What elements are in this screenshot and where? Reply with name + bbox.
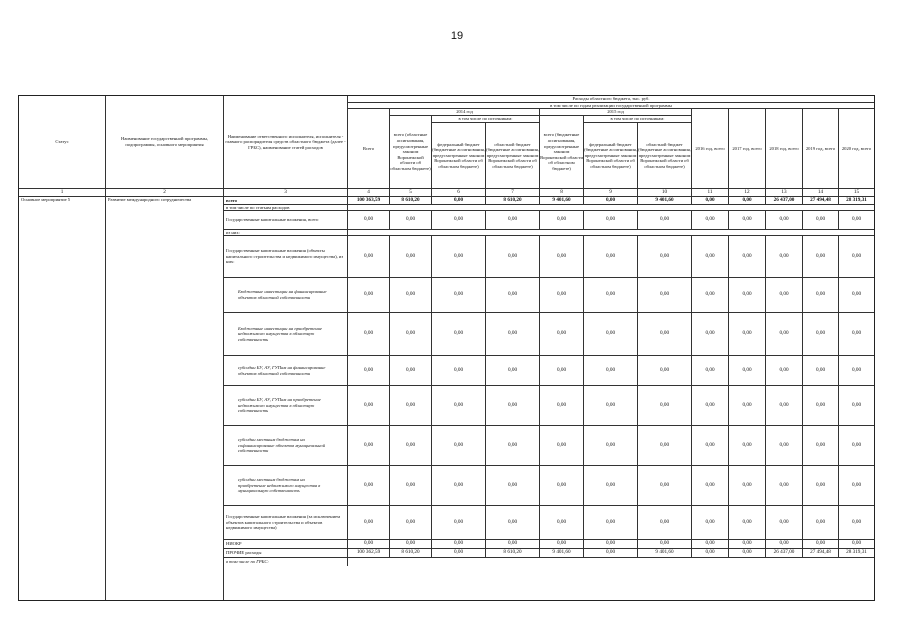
value-cell: 0,00	[838, 385, 874, 425]
value-cell: 0,00	[838, 277, 874, 312]
value-cell: 8 610,20	[485, 548, 539, 557]
value-cell: 0,00	[728, 312, 765, 355]
header-total-2015: всего (бюджетные ассигнования, предусмотренные законом Воронежской области об областном бюджете)	[539, 115, 583, 188]
value-cell: 0,00	[728, 505, 765, 539]
value-cell: 0,00	[539, 505, 583, 539]
value-cell: 0,00	[728, 235, 765, 277]
value-cell: 0,00	[728, 355, 765, 385]
value-cell: 0,00	[802, 385, 838, 425]
column-number: 9	[583, 188, 637, 196]
program-cell: Развитие международного сотрудничества	[105, 196, 223, 204]
header-federal-2014: федеральный бюджет (бюджетные ассигнования, предусмотренные законом Воронежской области об областном бюджете)	[431, 122, 485, 188]
value-cell: 0,00	[637, 465, 691, 505]
row-label: в том числе по статьям расходов	[223, 204, 347, 210]
value-cell: 0,00	[691, 539, 728, 548]
header-program-name: Наименование государственной программы, подпрограммы, основного мероприятия	[105, 96, 223, 188]
header-regional-2015: областной бюджет (бюджетные ассигнования, предусмотренные законом Воронежской области об областном бюджете)	[637, 122, 691, 188]
value-cell: 28 319,31	[838, 548, 874, 557]
row-label: субсидии БУ, АУ, ГУПам на финансирование объектов областной собственности	[223, 355, 347, 385]
header-by-years: в том числе по годам реализации государственной программы	[347, 102, 874, 108]
value-cell: 0,00	[539, 539, 583, 548]
value-cell: 0,00	[765, 425, 802, 465]
value-cell: 0,00	[539, 277, 583, 312]
column-number: 6	[431, 188, 485, 196]
value-cell: 0,00	[389, 235, 431, 277]
value-cell: 0,00	[802, 425, 838, 465]
value-cell: 0,00	[431, 505, 485, 539]
value-cell: 0,00	[728, 548, 765, 557]
value-cell: 0,00	[637, 505, 691, 539]
value-cell: 0,00	[728, 425, 765, 465]
row-label: Государственные капитальные вложения (за исключением объектов капитального строительства и объектов недвижимого имущества)	[223, 505, 347, 539]
value-cell: 0,00	[838, 505, 874, 539]
expenses-table	[18, 95, 875, 601]
row-empty-span	[347, 557, 874, 566]
value-cell: 0,00	[389, 465, 431, 505]
value-cell: 0,00	[431, 539, 485, 548]
value-cell: 0,00	[637, 210, 691, 229]
column-number: 13	[765, 188, 802, 196]
value-cell: 0,00	[838, 539, 874, 548]
value-cell: 0,00	[802, 465, 838, 505]
header-by-sources-2015: в том числе по источникам:	[583, 115, 691, 122]
header-2019: 2019 год, всего	[802, 108, 838, 188]
value-cell: 0,00	[691, 235, 728, 277]
header-status: Статус	[55, 139, 69, 145]
value-cell: 0,00	[802, 539, 838, 548]
value-cell: 0,00	[691, 548, 728, 557]
value-cell: 0,00	[347, 210, 389, 229]
row-label: Государственные капитальные вложения (объекты капитального строительства и недвижимого имущества), из них:	[223, 235, 347, 277]
header-executor: Наименование ответственного исполнителя, исполнителя - главного распорядителя средств областного бюджета (далее - ГРБС), наименование статей расходов	[223, 96, 347, 188]
header-federal-2015: федеральный бюджет (бюджетные ассигнования, предусмотренные законом Воронежской области об областном бюджете)	[583, 122, 637, 188]
value-cell: 9 401,60	[539, 548, 583, 557]
value-cell: 0,00	[765, 210, 802, 229]
page-number: 19	[450, 30, 464, 42]
value-cell: 0,00	[583, 312, 637, 355]
value-cell: 0,00	[691, 385, 728, 425]
value-cell: 0,00	[485, 425, 539, 465]
value-cell: 0,00	[728, 385, 765, 425]
value-cell: 0,00	[389, 312, 431, 355]
value-cell: 0,00	[765, 539, 802, 548]
value-cell: 0,00	[431, 355, 485, 385]
value-cell: 0,00	[637, 539, 691, 548]
value-cell: 0,00	[389, 539, 431, 548]
value-cell: 0,00	[838, 355, 874, 385]
value-cell: 0,00	[485, 505, 539, 539]
value-cell: 0,00	[583, 548, 637, 557]
value-cell: 0,00	[389, 425, 431, 465]
value-cell: 0,00	[765, 505, 802, 539]
value-cell: 0,00	[637, 425, 691, 465]
value-cell: 0,00	[691, 465, 728, 505]
row-label: Бюджетные инвестиции на финансирование объектов областной собственности	[223, 277, 347, 312]
value-cell: 0,00	[539, 425, 583, 465]
value-cell: 0,00	[728, 196, 765, 204]
value-cell: 27 494,48	[802, 548, 838, 557]
value-cell: 27 494,48	[802, 196, 838, 204]
value-cell: 0,00	[485, 210, 539, 229]
value-cell: 0,00	[431, 548, 485, 557]
value-cell: 0,00	[691, 210, 728, 229]
value-cell: 0,00	[637, 235, 691, 277]
row-label: ПРОЧИЕ расходы	[223, 548, 347, 557]
column-number: 1	[19, 188, 105, 196]
value-cell: 0,00	[637, 355, 691, 385]
value-cell: 0,00	[637, 312, 691, 355]
value-cell: 0,00	[802, 312, 838, 355]
value-cell: 8 610,20	[485, 196, 539, 204]
header-by-sources: в том числе по источникам:	[431, 115, 539, 122]
value-cell: 26 437,00	[765, 548, 802, 557]
value-cell: 0,00	[583, 539, 637, 548]
value-cell: 0,00	[838, 312, 874, 355]
value-cell: 0,00	[691, 277, 728, 312]
value-cell: 0,00	[347, 235, 389, 277]
row-label: всего	[223, 196, 347, 204]
value-cell: 0,00	[539, 312, 583, 355]
value-cell: 0,00	[583, 465, 637, 505]
row-label: Государственные капитальные вложения, всего	[223, 210, 347, 229]
value-cell: 0,00	[583, 235, 637, 277]
row-label: Бюджетные инвестиции на приобретение недвижимого имущества в областную собственность	[223, 312, 347, 355]
value-cell: 9 401,60	[637, 548, 691, 557]
header-2016: 2016 год, всего	[691, 108, 728, 188]
header-total: Всего	[347, 108, 389, 188]
value-cell: 0,00	[838, 210, 874, 229]
value-cell: 0,00	[691, 196, 728, 204]
row-label: субсидии местным бюджетам на приобретение недвижимого имущества в муниципальную собственность	[223, 465, 347, 505]
value-cell: 0,00	[691, 355, 728, 385]
value-cell: 8 610,20	[389, 548, 431, 557]
row-label: из них:	[223, 229, 347, 235]
value-cell: 0,00	[347, 385, 389, 425]
column-number: 8	[539, 188, 583, 196]
header-2020: 2020 год, всего	[838, 108, 874, 188]
value-cell: 0,00	[765, 355, 802, 385]
value-cell: 0,00	[347, 355, 389, 385]
value-cell: 0,00	[539, 465, 583, 505]
column-number: 7	[485, 188, 539, 196]
column-number: 10	[637, 188, 691, 196]
value-cell: 0,00	[485, 385, 539, 425]
value-cell: 28 319,31	[838, 196, 874, 204]
value-cell: 0,00	[485, 235, 539, 277]
value-cell: 0,00	[728, 539, 765, 548]
row-label: НИОКР	[223, 539, 347, 548]
value-cell: 0,00	[583, 196, 637, 204]
body-divider-left	[105, 204, 106, 600]
value-cell: 0,00	[485, 465, 539, 505]
value-cell: 0,00	[389, 385, 431, 425]
value-cell: 0,00	[802, 277, 838, 312]
value-cell: 0,00	[637, 277, 691, 312]
value-cell: 0,00	[583, 385, 637, 425]
value-cell: 0,00	[485, 277, 539, 312]
column-number: 15	[838, 188, 874, 196]
value-cell: 0,00	[728, 277, 765, 312]
value-cell: 0,00	[583, 355, 637, 385]
header-year-2015: 2015 год	[539, 108, 691, 115]
value-cell: 0,00	[691, 425, 728, 465]
header-2018: 2018 год, всего	[765, 108, 802, 188]
value-cell: 0,00	[583, 505, 637, 539]
value-cell: 0,00	[389, 277, 431, 312]
value-cell: 9 401,60	[637, 196, 691, 204]
header-total-2014: всего (областные ассигнования, предусмотренные законом Воронежской области об областном бюджете)	[389, 115, 431, 188]
value-cell: 0,00	[539, 210, 583, 229]
value-cell: 26 437,00	[765, 196, 802, 204]
value-cell: 0,00	[728, 210, 765, 229]
value-cell: 0,00	[539, 235, 583, 277]
value-cell: 0,00	[389, 505, 431, 539]
value-cell: 0,00	[765, 312, 802, 355]
value-cell: 0,00	[431, 465, 485, 505]
row-label: субсидии БУ, АУ, ГУПам на приобретение недвижимого имущества в областную собственность	[223, 385, 347, 425]
value-cell: 0,00	[485, 539, 539, 548]
value-cell: 0,00	[431, 425, 485, 465]
value-cell: 0,00	[431, 277, 485, 312]
column-number: 2	[105, 188, 223, 196]
value-cell: 0,00	[583, 210, 637, 229]
value-cell: 0,00	[765, 465, 802, 505]
value-cell: 100 363,59	[347, 196, 389, 204]
column-number: 4	[347, 188, 389, 196]
column-number: 11	[691, 188, 728, 196]
value-cell: 0,00	[838, 235, 874, 277]
value-cell: 0,00	[485, 312, 539, 355]
value-cell: 0,00	[347, 465, 389, 505]
value-cell: 0,00	[347, 539, 389, 548]
value-cell: 9 401,60	[539, 196, 583, 204]
value-cell: 0,00	[802, 210, 838, 229]
value-cell: 0,00	[389, 355, 431, 385]
header-regional-2014: областной бюджет (бюджетные ассигнования, предусмотренные законом Воронежской области об областном бюджете)	[485, 122, 539, 188]
value-cell: 0,00	[691, 312, 728, 355]
column-number: 3	[223, 188, 347, 196]
value-cell: 0,00	[838, 465, 874, 505]
value-cell: 0,00	[431, 196, 485, 204]
value-cell: 0,00	[637, 385, 691, 425]
value-cell: 0,00	[431, 385, 485, 425]
value-cell: 0,00	[802, 505, 838, 539]
header-expenses-title: Расходы областного бюджета, тыс. руб.	[347, 96, 874, 102]
value-cell: 0,00	[583, 277, 637, 312]
value-cell: 0,00	[347, 505, 389, 539]
value-cell: 0,00	[691, 505, 728, 539]
column-number: 12	[728, 188, 765, 196]
value-cell: 0,00	[728, 465, 765, 505]
value-cell: 0,00	[347, 312, 389, 355]
value-cell: 8 610,20	[389, 196, 431, 204]
value-cell: 0,00	[838, 425, 874, 465]
value-cell: 100 362,59	[347, 548, 389, 557]
value-cell: 0,00	[431, 312, 485, 355]
column-number: 5	[389, 188, 431, 196]
row-label: субсидии местным бюджетам на софинансирование объектов муниципальной собственности	[223, 425, 347, 465]
header-year-2014: 2014 год	[389, 108, 539, 115]
value-cell: 0,00	[539, 355, 583, 385]
value-cell: 0,00	[347, 277, 389, 312]
value-cell: 0,00	[765, 235, 802, 277]
value-cell: 0,00	[389, 210, 431, 229]
column-number: 14	[802, 188, 838, 196]
value-cell: 0,00	[347, 425, 389, 465]
value-cell: 0,00	[431, 235, 485, 277]
header-2017: 2017 год, всего	[728, 108, 765, 188]
value-cell: 0,00	[802, 355, 838, 385]
value-cell: 0,00	[583, 425, 637, 465]
value-cell: 0,00	[765, 277, 802, 312]
status-cell: Основное мероприятие 5	[19, 196, 105, 204]
value-cell: 0,00	[765, 385, 802, 425]
row-label: в том числе по ГРБС:	[223, 557, 347, 566]
value-cell: 0,00	[431, 210, 485, 229]
value-cell: 0,00	[802, 235, 838, 277]
value-cell: 0,00	[539, 385, 583, 425]
value-cell: 0,00	[485, 355, 539, 385]
